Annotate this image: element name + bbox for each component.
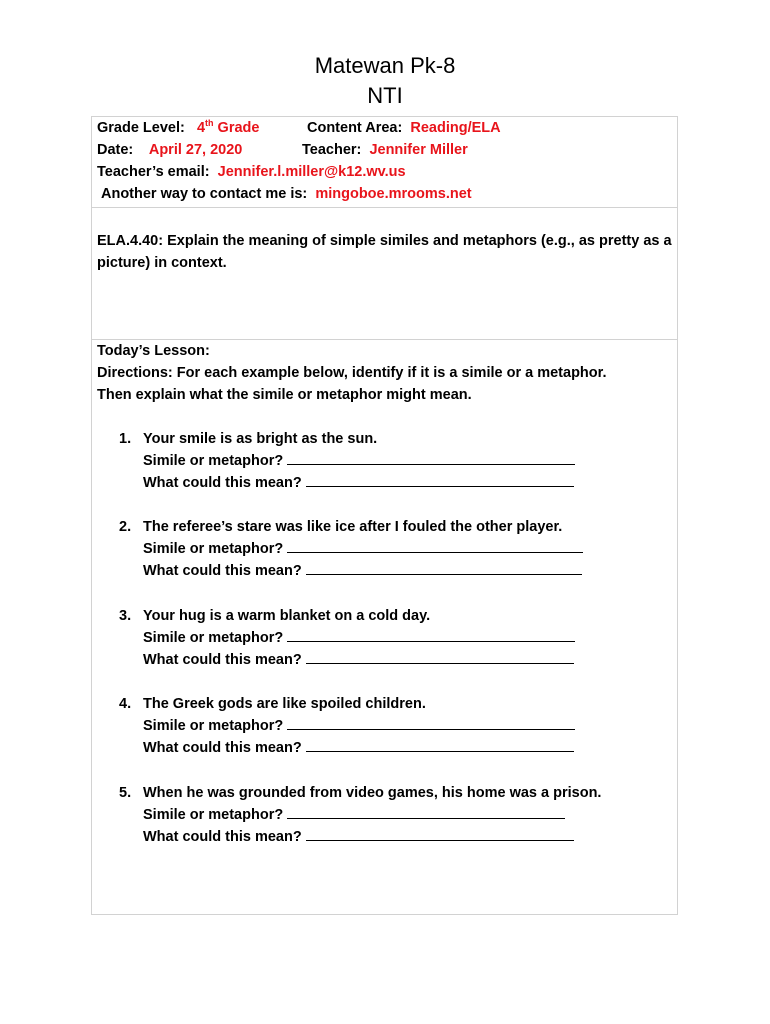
- question-4-number: 4.: [119, 696, 132, 712]
- question-3-meaning-row: [143, 649, 574, 671]
- question-5-meaning-row: [143, 826, 574, 848]
- question-5-prompt-simile: Simile or metaphor?: [143, 807, 284, 823]
- lesson-heading: Today’s Lesson:: [97, 343, 210, 359]
- content-area-row: [307, 117, 501, 139]
- content-area-value: Reading/ELA: [410, 120, 501, 136]
- email-label: Teacher’s email:: [97, 164, 210, 180]
- content-area-label: Content Area:: [307, 120, 403, 136]
- directions-line-1: Directions: For each example below, identify if it is a simile or a metaphor.: [97, 365, 607, 381]
- question-1-simile-row: [143, 450, 575, 472]
- teacher-row: [302, 139, 468, 161]
- email-value[interactable]: Jennifer.l.miller@k12.wv.us: [217, 164, 406, 180]
- question-2-text: The referee’s stare was like ice after I fouled the other player.: [143, 519, 563, 535]
- contact-row: [101, 183, 472, 205]
- directions-line-2: Then explain what the simile or metaphor might mean.: [97, 387, 472, 403]
- date-value: April 27, 2020: [148, 142, 243, 158]
- question-4-simile-row: [143, 715, 575, 737]
- question-2-number: 2.: [119, 519, 132, 535]
- question-1-prompt-simile: Simile or metaphor?: [143, 453, 284, 469]
- question-4-simile-blank[interactable]: [287, 715, 575, 730]
- question-3-meaning-blank[interactable]: [306, 649, 574, 664]
- question-4-text: The Greek gods are like spoiled children.: [143, 696, 426, 712]
- question-1-prompt-meaning: What could this mean?: [143, 475, 302, 491]
- question-5-number: 5.: [119, 785, 132, 801]
- grade-level-row: [97, 117, 259, 139]
- grade-level-label: Grade Level:: [97, 120, 185, 136]
- page-title: Matewan Pk-8: [314, 53, 456, 78]
- question-1-meaning-blank[interactable]: [306, 472, 574, 487]
- question-4-meaning-blank[interactable]: [306, 737, 574, 752]
- question-5-meaning-blank[interactable]: [306, 826, 574, 841]
- question-2-prompt-simile: Simile or metaphor?: [143, 541, 284, 557]
- question-2-meaning-row: [143, 560, 582, 582]
- question-4-prompt-meaning: What could this mean?: [143, 740, 302, 756]
- question-4-meaning-row: [143, 737, 574, 759]
- contact-value[interactable]: mingoboe.mrooms.net: [315, 186, 472, 202]
- question-5-text: When he was grounded from video games, his home was a prison.: [143, 785, 602, 801]
- email-row: [97, 161, 406, 183]
- question-3-prompt-meaning: What could this mean?: [143, 652, 302, 668]
- question-1-simile-blank[interactable]: [287, 450, 575, 465]
- question-3-simile-row: [143, 627, 575, 649]
- question-5-simile-row: [143, 804, 565, 826]
- question-1-meaning-row: [143, 472, 574, 494]
- date-label: Date:: [97, 142, 134, 158]
- question-4-prompt-simile: Simile or metaphor?: [143, 718, 284, 734]
- question-3-prompt-simile: Simile or metaphor?: [143, 630, 284, 646]
- question-2-simile-blank[interactable]: [287, 538, 583, 553]
- question-5-prompt-meaning: What could this mean?: [143, 829, 302, 845]
- teacher-value: Jennifer Miller: [369, 142, 468, 158]
- question-2-simile-row: [143, 538, 583, 560]
- question-3-simile-blank[interactable]: [287, 627, 575, 642]
- contact-label: Another way to contact me is:: [101, 186, 308, 202]
- question-3-text: Your hug is a warm blanket on a cold day.: [143, 608, 431, 624]
- question-2-meaning-blank[interactable]: [306, 560, 582, 575]
- question-1-text: Your smile is as bright as the sun.: [143, 431, 378, 447]
- question-3-number: 3.: [119, 608, 132, 624]
- standard-text: ELA.4.40: Explain the meaning of simple similes and metaphors (e.g., as pretty as a picture) in context.: [97, 233, 672, 271]
- teacher-label: Teacher:: [302, 142, 362, 158]
- question-2-prompt-meaning: What could this mean?: [143, 563, 302, 579]
- question-5-simile-blank[interactable]: [287, 804, 565, 819]
- grade-level-value: 4th Grade: [196, 118, 260, 136]
- date-row: [97, 139, 242, 161]
- page-subtitle: NTI: [367, 83, 403, 108]
- question-1-number: 1.: [119, 431, 132, 447]
